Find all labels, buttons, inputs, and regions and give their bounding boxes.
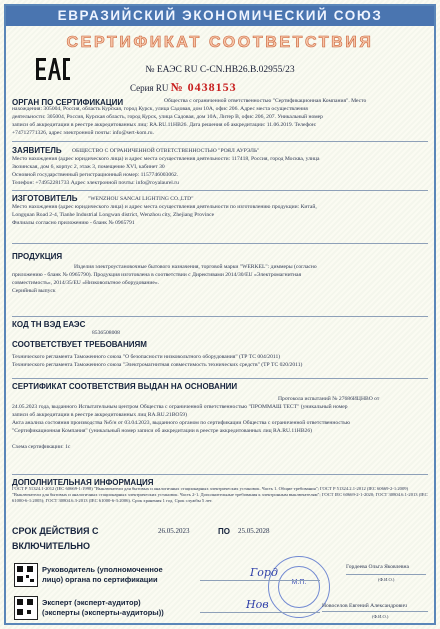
manufacturer-text-4: Филиалы согласно приложению - бланк № 0965791	[12, 220, 135, 226]
series-code: RU	[155, 83, 169, 93]
series-line	[130, 80, 237, 95]
code-label: КОД ТН ВЭД ЕАЭС	[12, 320, 86, 329]
valid-to-label: ПО	[218, 527, 230, 536]
manufacturer-text-2: Место нахождения (адрес юридического лица) и адрес места осуществления деятельности по изготовлению продукции: Китай,	[12, 204, 317, 210]
stamp-inner-ring	[278, 566, 320, 608]
head-label-line1: Руководитель (уполномоченное	[42, 565, 163, 574]
divider	[12, 141, 428, 142]
code-value: 8536508008	[92, 330, 120, 336]
manufacturer-text-3: Longquan Road 2-4, Tianhe Industrial Longwan district, Wenzhou city, Zhejiang Province	[12, 212, 215, 218]
head-name: Гордеева Ольга Яковлевна	[346, 564, 409, 570]
divider	[12, 378, 428, 379]
expert-name: Новоселов Евгений Александрович	[322, 603, 407, 609]
head-signature: Горд	[250, 566, 278, 579]
signature-line	[200, 580, 320, 581]
valid-from-label: СРОК ДЕЙСТВИЯ С	[12, 526, 99, 536]
expert-signature: Нов	[246, 598, 269, 611]
signature-line	[200, 612, 320, 613]
additional-label: ДОПОЛНИТЕЛЬНАЯ ИНФОРМАЦИЯ	[12, 478, 154, 487]
series-number: № 0438153	[170, 80, 237, 94]
product-text-2: приложению - бланк № 0965790). Продукция изготовлена в соответствии с Директивами 2014/30/EU «Электромагнитная	[12, 272, 302, 278]
issued-label: СЕРТИФИКАТ СООТВЕТСТВИЯ ВЫДАН НА ОСНОВАНИИ	[12, 382, 238, 391]
series-label: Серия	[130, 83, 154, 93]
body-text-4: записи об аккредитации в реестре аккредитованных лиц: RA.RU.11НВ26. Дата решения об аккредитации: 11.06.2019. Телефон:	[12, 122, 317, 128]
body-label: ОРГАН ПО СЕРТИФИКАЦИИ	[12, 98, 124, 107]
issued-text-1: Протокола испытаний № 27686ИЦНВО от	[278, 396, 380, 402]
qr-code-icon	[14, 563, 38, 587]
certificate-number: № ЕАЭС RU C-CN.НВ26.В.02955/23	[145, 65, 295, 75]
applicant-text-3: Зюзинская, дом 6, корпус 2, этаж 3, помещение XVI, кабинет 30	[12, 164, 165, 170]
applicant-label: ЗАЯВИТЕЛЬ	[12, 146, 62, 155]
divider	[12, 243, 428, 244]
valid-from-date: 26.05.2023	[158, 527, 190, 535]
applicant-text-2: Место нахождения (адрес юридического лица) и адрес места осуществления деятельности: 117418, Россия, город Москва, улица	[12, 156, 320, 162]
requirements-text-2: Технического регламента Таможенного союза "Электромагнитная совместимость технических средств" (ТР ТС 020/2011)	[12, 362, 303, 368]
product-text-1: Изделия электроустановочные бытового назначения, торговой марки "WERKEL": диммеры (согласно	[74, 264, 317, 270]
body-text-5: +74712771326, адрес электронной почты: info@sert-kom.ru.	[12, 130, 154, 136]
name-line	[322, 611, 428, 612]
requirements-text-1: Технического регламента Таможенного союза "О безопасности низковольтного оборудования" (ТР ТС 004/2011)	[12, 354, 281, 360]
body-text-1: Общества с ограниченной ответственностью "Сертификационная Компания". Место	[164, 98, 367, 104]
expert-label-line2: (эксперты (эксперты-аудиторы))	[42, 608, 164, 617]
requirements-label: СООТВЕТСТВУЕТ ТРЕБОВАНИЯМ	[12, 340, 147, 349]
issued-text-4: Акта анализа состояния производства №б/н от 03.04.2023, выданного органом по сертификации Общества с ограниченной ответственностью	[12, 420, 350, 426]
body-text-2: нахождения: 305004, Россия, область Курская, город Курск, улица Садовая, дом 10А, офис 206. Адрес места осуществления	[12, 106, 308, 112]
expert-name-caption: (Ф.И.О.)	[372, 614, 389, 619]
head-label-line2: лицо) органа по сертификации	[42, 575, 158, 584]
manufacturer-text-1: "WENZHOU SANCAI LIGHTING CO.,LTD"	[88, 196, 194, 202]
divider	[12, 474, 428, 475]
manufacturer-label: ИЗГОТОВИТЕЛЬ	[12, 194, 78, 203]
product-label: ПРОДУКЦИЯ	[12, 252, 63, 261]
certificate-title: СЕРТИФИКАТ СООТВЕТСТВИЯ	[66, 34, 374, 51]
head-name-caption: (Ф.И.О.)	[378, 577, 395, 582]
issued-text-5: "Сертификационная Компания" (уникальный номер записи об аккредитации в реестре аккредитованных лиц RA.RU.11НВ26)	[12, 428, 313, 434]
divider	[12, 190, 428, 191]
product-text-4: Серийный выпуск	[12, 288, 56, 294]
applicant-text-5: Телефон: +74952281733 Адрес электронной почты: info@royalaurel.ru	[12, 180, 179, 186]
union-banner: ЕВРАЗИЙСКИЙ ЭКОНОМИЧЕСКИЙ СОЮЗ	[6, 6, 434, 26]
issued-text-2: 24.05.2023 года, выданного Испытательным центром Общества с ограниченной ответственностью "ПРОММАШ ТЕСТ" (уникальный номер	[12, 404, 348, 410]
issued-text-3: записи об аккредитации в реестре аккредитованных лиц RA.RU.21ВО59)	[12, 412, 187, 418]
name-line	[346, 574, 426, 575]
applicant-text-4: Основной государственный регистрационный номер: 1157746003062.	[12, 172, 179, 178]
valid-inclusive-label: ВКЛЮЧИТЕЛЬНО	[12, 541, 91, 551]
stamp-initials: М.П.	[291, 579, 307, 586]
expert-label-line1: Эксперт (эксперт-аудитор)	[42, 598, 141, 607]
issued-text-6: Схема сертификации: 1с	[12, 444, 71, 450]
additional-text: ГОСТ Р 51324.1-2012 (IEC 60669-1:1998) "Выключатели для бытовых и аналогичных стационарных электрических установок. Часть 1. Общие требования"; ГОСТ Р 51324.2.1-2012 (IEC 60669-2-1:2009) "Выключатели для бытовых и аналогичных стационарных электрических установок. Часть 2-1. Дополнительные требования к электронным выключателям"; ГОСТ IEC 60669-2-1-2020; ГОСТ 30804.6.1-2013 (IEC 61000-6-1:2005); ГОСТ 30804.6.3-2013 (IEC 61000-6-3:2006). Срок хранения 1 год. Срок службы 5 лет.	[12, 486, 428, 503]
qr-code-icon	[14, 596, 38, 620]
body-text-3: деятельности: 305004, Россия, Курская область, город Курск, улица Садовая, дом 10А, Литер В, офис 206, 207. Уникальный номер	[12, 114, 323, 120]
applicant-text-1: ОБЩЕСТВО С ОГРАНИЧЕННОЙ ОТВЕТСТВЕННОСТЬЮ "РОЯЛ АУРЭЛЬ"	[72, 148, 260, 154]
valid-to-date: 25.05.2028	[238, 527, 270, 535]
product-text-3: совместимость», 2014/35/EU «Низковольтное оборудование».	[12, 280, 160, 286]
divider	[12, 316, 428, 317]
